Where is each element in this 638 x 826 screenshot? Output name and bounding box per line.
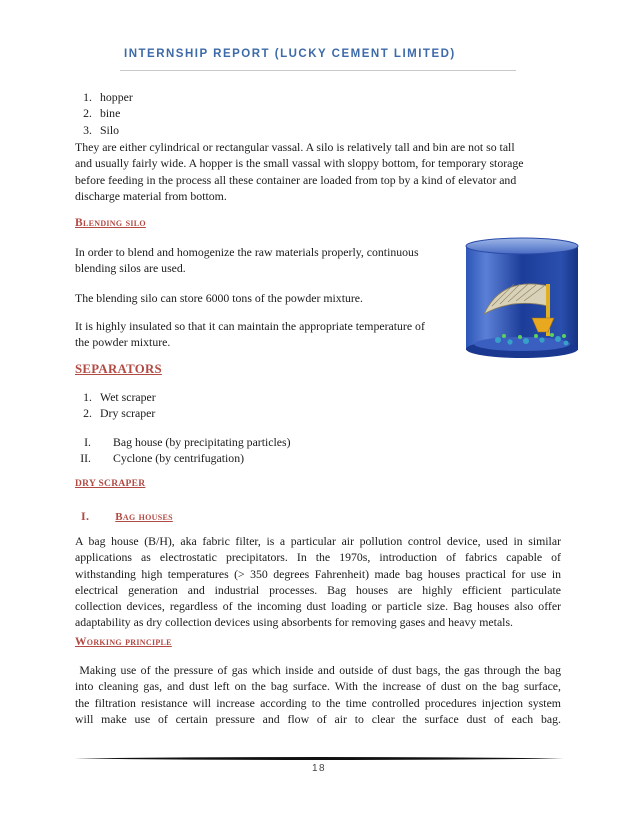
list-item: 2. bine <box>83 106 121 121</box>
dry-scraper-heading: DRY SCRAPER <box>75 479 146 489</box>
header-divider <box>120 70 516 71</box>
bag-houses-number: I. <box>81 509 90 523</box>
separators-heading: SEPARATORS <box>75 362 162 376</box>
bag-houses-heading-row <box>81 507 173 525</box>
footer-divider <box>74 756 564 761</box>
page-number: 18 <box>311 763 327 774</box>
intro-list <box>74 89 133 138</box>
separators-list <box>74 389 156 422</box>
list-item: 1. Wet scraper <box>83 390 156 404</box>
bag-houses-heading: Bag houses <box>115 511 173 523</box>
list-item: II. Cyclone (by centrifugation) <box>80 451 245 466</box>
blending-silo-heading: Blending silo <box>75 217 146 229</box>
list-item: I. Bag house (by precipitating particles) <box>84 435 291 449</box>
list-item: 3. Silo <box>83 122 120 137</box>
list-item: 1. hopper <box>83 90 133 104</box>
report-header: INTERNSHIP REPORT (LUCKY CEMENT LIMITED) <box>124 48 456 60</box>
blending-silo-para3: It is highly insulated so that it can maintain the appropriate temperature of the powder mixture. <box>75 319 425 350</box>
intro-paragraph: They are either cylindrical or rectangular vassal. A silo is relatively tall and bin are not so tall and usually fairly wide. A hopper is the small vassal with sloppy bottom, for temporary storage before feeding in the process all these container are loaded from top by a kind of elevator and discharge material from bottom. <box>75 140 524 203</box>
blending-silo-para2: The blending silo can store 6000 tons of the powder mixture. <box>75 291 363 305</box>
working-principle-paragraph: Making use of the pressure of gas which inside and outside of dust bags, the gas through the bag into cleaning gas, and dust left on the bag surface. With the increase of dust on the bag surface, the filtration resistance will increase according to the time controlled procedures injection system will make use of certain pressure and flow of air to clear the surface dust of each bag. <box>75 663 561 726</box>
blending-silo-para1: In order to blend and homogenize the raw materials properly, continuous blending silos are used. <box>75 245 419 276</box>
separators-roman-list <box>71 434 291 467</box>
bag-houses-paragraph: A bag house (B/H), aka fabric filter, is a particular air pollution control device, used in similar applications as electrostatic precipitators. In the 1970s, introduction of fabrics capable of withstanding high temperatures (> 350 degrees Fahrenheit) made bag houses practical for use in electrical generation and industrial processes. Bag houses are highly efficient particulate collection devices, regardless of the incoming dust loading or particle size. Bag houses also offer adaptability as dry collection devices using absorbents for removing gases and heavy metals. <box>75 534 561 630</box>
list-item: 2. Dry scraper <box>83 406 156 421</box>
blending-silo-illustration <box>462 236 582 360</box>
working-principle-heading: Working principle <box>75 636 172 648</box>
